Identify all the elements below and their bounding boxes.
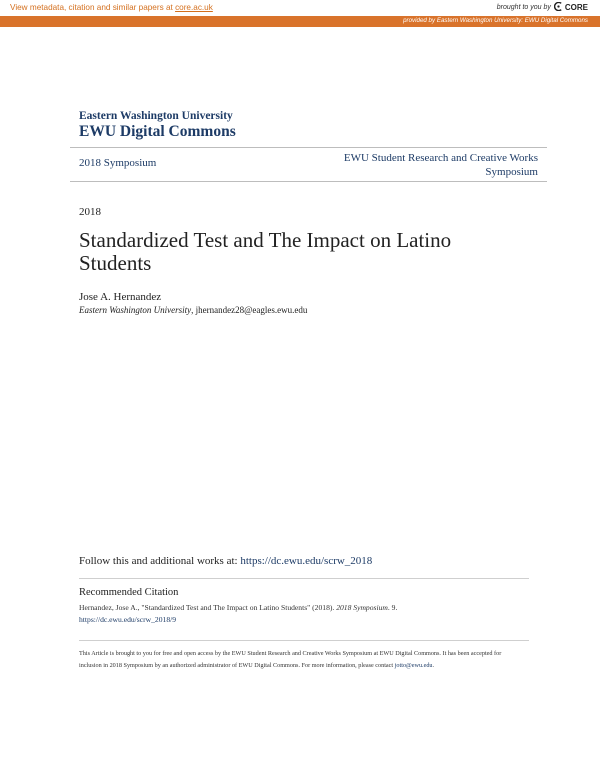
author-name: Jose A. Hernandez: [79, 291, 162, 303]
author-institution: Eastern Washington University: [79, 305, 192, 315]
metadata-notice: [10, 3, 213, 12]
contact-email-link[interactable]: jotto@ewu.edu: [394, 661, 433, 669]
citation-suffix: . 9.: [387, 603, 398, 612]
citation-divider-top: [79, 578, 529, 579]
header-divider-top: [70, 147, 547, 148]
provided-label: provided by: [403, 17, 437, 24]
author-email: , jhernandez28@eagles.ewu.edu: [191, 305, 308, 315]
recommended-citation-heading: Recommended Citation: [79, 587, 179, 598]
follow-works: [79, 555, 372, 567]
core-logo-icon: [554, 2, 563, 11]
access-note: [79, 648, 524, 671]
citation-text: Hernandez, Jose A., "Standardized Test and The Impact on Latino Students" (2018).: [79, 603, 337, 612]
brought-by-core[interactable]: [497, 3, 588, 12]
series-link-parent[interactable]: EWU Student Research and Creative Works Symposium: [343, 152, 538, 178]
core-brand: CORE: [564, 3, 588, 12]
access-text: This Article is brought to you for free and open access by the EWU Student Research and Creative Works Symposium at EWU Digital Commons. It has been accepted for inclusion in 2018 Symposium by an authorized administrator of EWU Digital Commons. For more information, please contact: [79, 650, 502, 669]
repository-header[interactable]: [79, 110, 236, 141]
access-end: .: [432, 661, 435, 669]
citation-journal: 2018 Symposium: [336, 603, 388, 612]
citation-divider-bottom: [79, 640, 529, 641]
citation-text-block: [79, 602, 539, 626]
repository-name: EWU Digital Commons: [79, 123, 236, 140]
provider-bar: [0, 16, 600, 27]
provider-name: Eastern Washington University: EWU Digital Commons: [436, 17, 588, 24]
university-name: Eastern Washington University: [79, 110, 233, 122]
article-title: Standardized Test and The Impact on Latino Students: [79, 228, 452, 275]
brought-text: brought to you by: [496, 4, 551, 11]
publication-year: 2018: [79, 206, 101, 218]
core-ac-uk-link[interactable]: core.ac.uk: [175, 3, 213, 12]
header-divider-bottom: [70, 181, 547, 182]
author-affiliation: [79, 305, 307, 315]
metadata-text: View metadata, citation and similar papers at: [10, 3, 176, 12]
core-top-bar: [0, 0, 600, 16]
series-link-symposium[interactable]: 2018 Symposium: [79, 157, 157, 169]
provider-text: [403, 17, 588, 24]
follow-label: Follow this and additional works at:: [79, 555, 241, 567]
follow-url-link[interactable]: https://dc.ewu.edu/scrw_2018: [240, 555, 373, 567]
citation-url-link[interactable]: https://dc.ewu.edu/scrw_2018/9: [79, 615, 177, 624]
